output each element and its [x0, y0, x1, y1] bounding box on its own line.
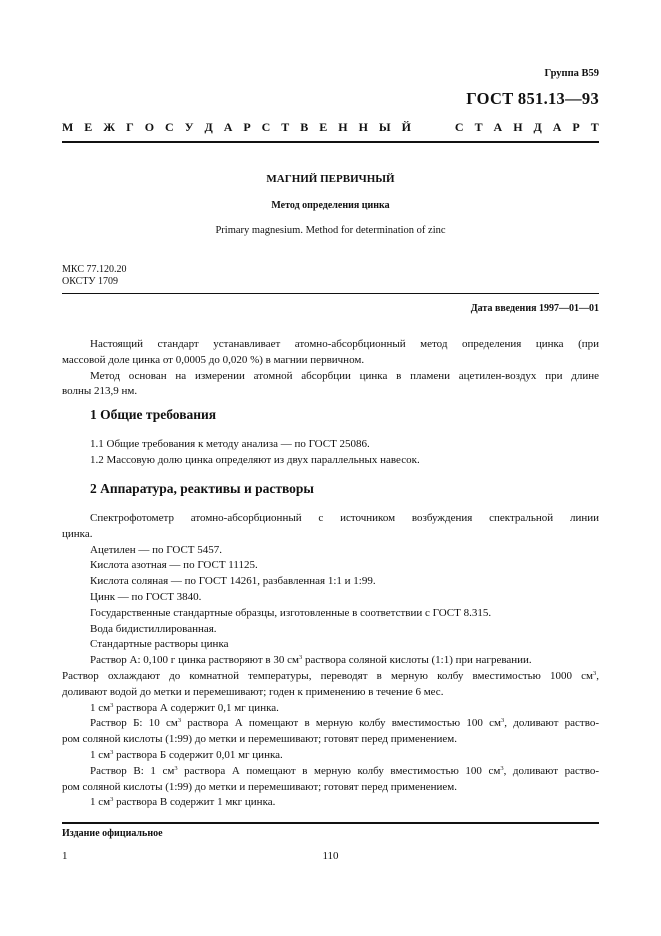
- group-code: Группа В59: [544, 68, 599, 79]
- text-span: Раствор охлаждают до комнатной температуры, переводят в мерную колбу вместимостью 1000 см: [62, 669, 593, 682]
- footer-rule: [62, 822, 599, 824]
- intro-text: [62, 337, 599, 400]
- classification-codes: [62, 264, 126, 288]
- text-span: , доливают раство-: [504, 717, 600, 730]
- text-line: [62, 716, 599, 732]
- banner-letter: У: [184, 120, 194, 134]
- superscript: 3: [500, 764, 504, 772]
- superscript: 3: [110, 748, 114, 756]
- superscript: 3: [177, 717, 182, 725]
- text-span: раствора Б содержит 0,01 мг цинка.: [113, 748, 283, 761]
- superscript: 3: [174, 764, 178, 772]
- footer-left-number: 1: [62, 850, 68, 862]
- text-line: Метод основан на измерении атомной абсорбции цинка в пламени ацетилен-воздух при длине: [90, 369, 599, 382]
- text-line: [62, 669, 599, 685]
- text-line: [62, 701, 599, 717]
- text-span: Раствор В: 1 см: [90, 764, 175, 777]
- text-span: 1 см: [90, 796, 111, 809]
- mks-code: МКС 77.120.20: [62, 264, 127, 275]
- text-span: Раствор Б: 10 см: [90, 717, 178, 730]
- text-line: [62, 748, 599, 764]
- banner-letter: Ы: [378, 120, 391, 134]
- text-line: доливают водой до метки и перемешивают; годен к применению в течение 6 мес.: [62, 685, 444, 698]
- text-line: Настоящий стандарт устанавливает атомно-абсорбционный метод определения цинка (при: [90, 338, 599, 350]
- text-span: раствора В содержит 1 мкг цинка.: [113, 796, 276, 809]
- interstate-standard-banner: [62, 120, 599, 135]
- text-span: 1 см: [90, 748, 111, 761]
- text-span: 1 см: [90, 701, 111, 714]
- banner-letter: Г: [126, 120, 134, 134]
- banner-letter: Й: [401, 120, 411, 134]
- okstu-code: ОКСТУ 1709: [62, 276, 119, 287]
- section-2-heading: 2 Аппаратура, реактивы и растворы: [90, 481, 314, 496]
- text-line: Цинк — по ГОСТ 3840.: [90, 590, 202, 603]
- header-rule: [62, 141, 599, 143]
- method-subtitle: Метод определения цинка: [271, 200, 390, 211]
- section-1-heading: 1 Общие требования: [90, 407, 217, 422]
- text-line: Государственные стандартные образцы, изготовленные в соответствии с ГОСТ 8.315.: [90, 606, 492, 619]
- text-span: раствора А помещают в мерную колбу вместимостью 100 см: [177, 764, 501, 777]
- effective-date: Дата введения 1997—01—01: [470, 303, 599, 314]
- banner-letter: С: [165, 120, 174, 134]
- official-edition-label: Издание официальное: [62, 828, 163, 839]
- text-span: раствора соляной кислоты (1:1) при нагревании.: [302, 654, 532, 667]
- text-line: ром соляной кислоты (1:99) до метки и перемешивают; готовят перед применением.: [62, 780, 457, 793]
- banner-letter: С: [454, 120, 464, 134]
- text-line: Ацетилен — по ГОСТ 5457.: [90, 543, 223, 556]
- text-span: раствора А содержит 0,1 мг цинка.: [113, 701, 279, 714]
- text-span: , доливают раство-: [503, 764, 600, 777]
- text-line: [62, 795, 599, 811]
- text-line: Стандартные растворы цинка: [90, 638, 229, 651]
- english-title: Primary magnesium. Method for determination of zinc: [215, 225, 446, 236]
- banner-letter: Т: [281, 120, 290, 134]
- banner-letter: Т: [474, 120, 483, 134]
- text-line: Вода бидистиллированная.: [90, 622, 217, 635]
- banner-letter: Р: [243, 120, 251, 134]
- codes-rule: [62, 293, 599, 294]
- banner-letter: В: [300, 120, 309, 134]
- banner-letter: Д: [533, 120, 542, 134]
- banner-letter: Ж: [103, 120, 116, 134]
- banner-letter: С: [261, 120, 271, 134]
- text-line: ром соляной кислоты (1:99) до метки и перемешивают; готовят перед применением.: [62, 733, 457, 746]
- text-line: Кислота азотная — по ГОСТ 11125.: [90, 559, 258, 572]
- superscript: 3: [500, 717, 505, 725]
- superscript: 3: [593, 669, 597, 677]
- text-line: 1.2 Массовую долю цинка определяют из двух параллельных навесок.: [90, 453, 420, 466]
- standard-number: ГОСТ 851.13—93: [466, 89, 599, 108]
- banner-letter: Н: [338, 120, 348, 134]
- banner-letter: Е: [84, 120, 93, 134]
- text-line: цинка.: [62, 527, 93, 540]
- section-1-text: [62, 437, 599, 469]
- text-line: [62, 653, 599, 669]
- banner-letter: А: [493, 120, 503, 134]
- banner-letter: Н: [513, 120, 523, 134]
- banner-letter: А: [223, 120, 233, 134]
- section-2-text: [62, 511, 599, 811]
- document-title: МАГНИЙ ПЕРВИЧНЫЙ: [266, 173, 395, 185]
- text-span: Раствор А: 0,100 г цинка растворяют в 30 см: [90, 654, 299, 667]
- page-number: 110: [322, 850, 339, 862]
- text-span: раствора А помещают в мерную колбу вместимостью 100 см: [181, 717, 501, 730]
- text-line: волны 213,9 нм.: [62, 385, 138, 398]
- banner-letter: А: [552, 120, 562, 134]
- banner-letter: Р: [572, 120, 580, 134]
- superscript: 3: [110, 796, 114, 804]
- text-line: 1.1 Общие требования к методу анализа — по ГОСТ 25086.: [90, 438, 370, 450]
- text-line: Спектрофотометр атомно-абсорбционный с источником возбуждения спектральной линии: [90, 512, 599, 524]
- text-line: Кислота соляная — по ГОСТ 14261, разбавленная 1:1 и 1:99.: [90, 575, 376, 588]
- banner-letter: Т: [590, 120, 599, 134]
- text-line: массовой доле цинка от 0,0005 до 0,020 %) в магнии первичном.: [62, 353, 365, 366]
- superscript: 3: [110, 701, 114, 709]
- text-line: [62, 764, 599, 780]
- banner-letter: Н: [358, 120, 368, 134]
- banner-letter: О: [144, 120, 155, 134]
- banner-letter: Е: [319, 120, 328, 134]
- superscript: 3: [298, 654, 303, 662]
- text-span: ,: [596, 669, 599, 682]
- banner-letter: Д: [204, 120, 213, 134]
- banner-word-gap: [422, 120, 444, 135]
- banner-letter: М: [62, 120, 74, 134]
